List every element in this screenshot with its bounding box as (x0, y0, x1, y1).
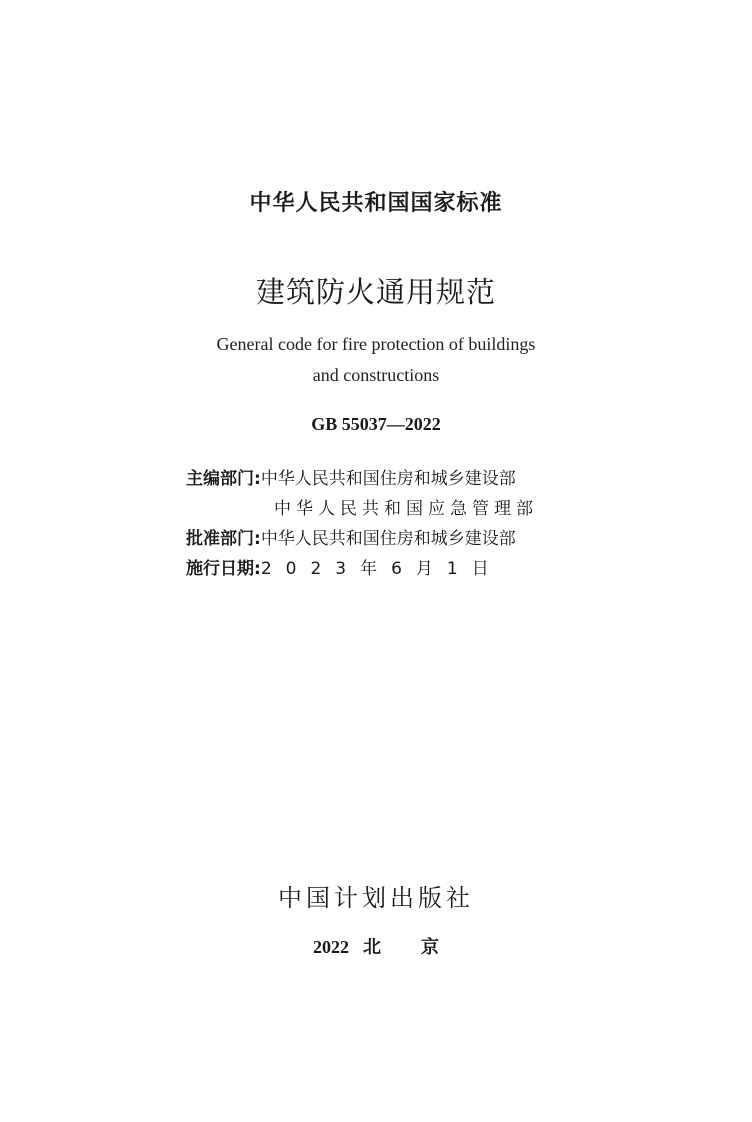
document-title-en (0, 329, 752, 391)
editor-row (186, 464, 538, 494)
info-block (186, 464, 538, 584)
approver-value: 中华人民共和国住房和城乡建设部 (260, 529, 516, 549)
editor-label: 主编部门: (186, 469, 261, 489)
editor-value-1: 中华人民共和国住房和城乡建设部 (260, 469, 516, 489)
date-row (186, 554, 538, 584)
publication-city-2: 京 (421, 937, 439, 957)
publication-city-1: 北 (363, 937, 381, 957)
approver-row (186, 524, 538, 554)
editor-row-2 (186, 494, 538, 524)
document-title-en-line-2: and constructions (312, 365, 440, 385)
document-title-zh: 建筑防火通用规范 (255, 275, 496, 309)
standard-code: GB 55037—2022 (311, 414, 441, 434)
date-label: 施行日期: (186, 559, 261, 579)
publication-year: 2022 (313, 937, 349, 957)
publication-line (0, 933, 752, 959)
date-value: 2023年6月1日 (260, 559, 503, 579)
publisher-name: 中国计划出版社 (278, 884, 474, 912)
document-title-en-line-1: General code for fire protection of buildings (216, 334, 536, 354)
national-standard-heading: 中华人民共和国国家标准 (249, 191, 503, 216)
editor-value-2: 中华人民共和国应急管理部 (274, 499, 538, 519)
approver-label: 批准部门: (186, 529, 261, 549)
